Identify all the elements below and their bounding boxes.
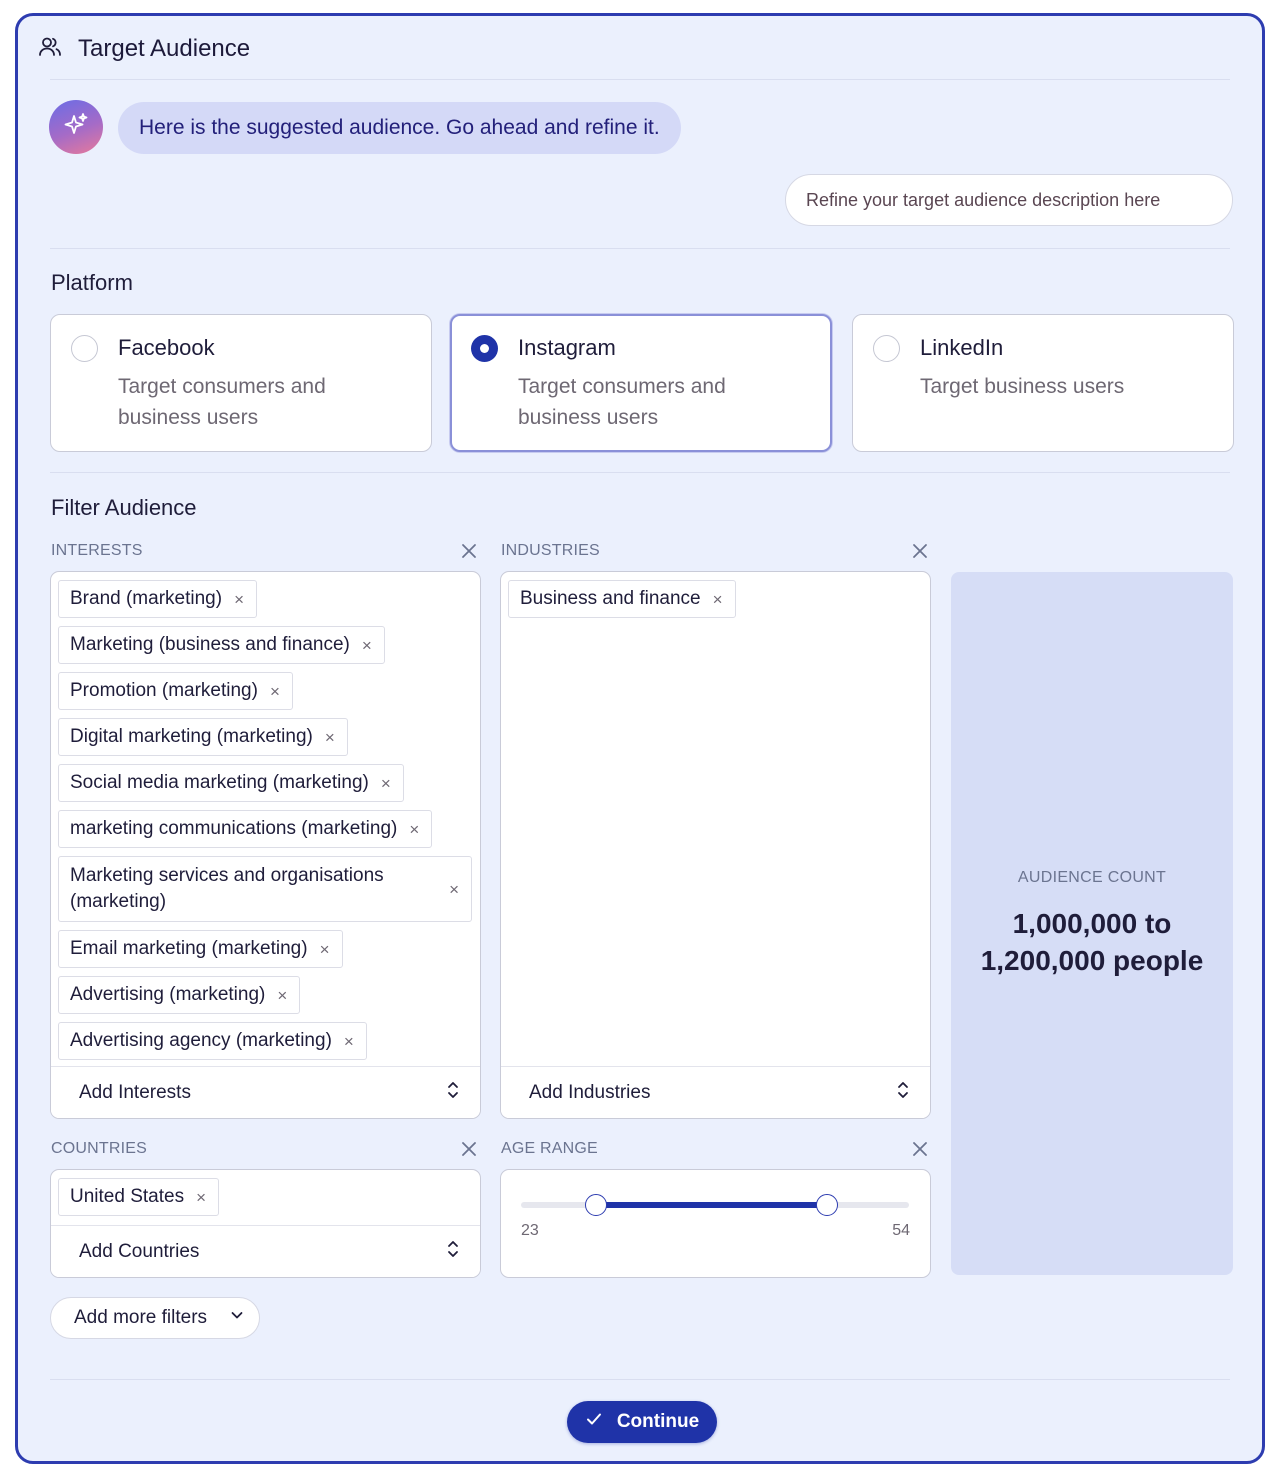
sparkle-icon xyxy=(62,111,90,144)
chevron-up-down-icon xyxy=(446,1239,460,1265)
page-title: Target Audience xyxy=(78,35,251,62)
countries-chip-list xyxy=(51,1170,480,1224)
age-range-slider[interactable] xyxy=(521,1202,909,1208)
platform-description: Target consumers and business users xyxy=(118,375,326,429)
divider xyxy=(50,472,1230,473)
age-range-fill xyxy=(596,1202,827,1208)
chevron-down-icon xyxy=(229,1307,245,1329)
interest-chip xyxy=(58,976,300,1014)
platform-title: Platform xyxy=(51,270,133,295)
remove-chip-icon[interactable]: × xyxy=(409,819,420,839)
chip-label: Digital marketing (marketing) xyxy=(70,726,313,747)
add-interests-label: Add Interests xyxy=(79,1081,191,1103)
users-icon xyxy=(38,36,62,63)
remove-chip-icon[interactable]: × xyxy=(269,681,280,701)
platform-option-linkedin[interactable] xyxy=(852,314,1234,452)
instagram-radio[interactable] xyxy=(471,335,498,362)
add-countries-select[interactable] xyxy=(51,1225,480,1277)
platform-description: Target business users xyxy=(920,375,1125,398)
assistant-message: Here is the suggested audience. Go ahead and refine it. xyxy=(118,102,681,154)
remove-chip-icon[interactable]: × xyxy=(712,589,723,609)
divider xyxy=(50,79,1230,80)
divider xyxy=(50,248,1230,249)
audience-count-label: AUDIENCE COUNT xyxy=(1017,868,1167,886)
divider xyxy=(50,1379,1230,1380)
interest-chip xyxy=(58,930,343,968)
remove-chip-icon[interactable]: × xyxy=(319,939,330,959)
interest-chip xyxy=(58,856,472,922)
countries-label: COUNTRIES xyxy=(51,1140,148,1157)
close-interests-icon[interactable] xyxy=(460,542,478,560)
target-audience-panel xyxy=(15,13,1265,1464)
interest-chip xyxy=(58,1022,367,1060)
chip-label: Marketing (business and finance) xyxy=(70,634,350,655)
interests-chip-list xyxy=(51,572,480,1068)
remove-chip-icon[interactable]: × xyxy=(234,589,244,609)
audience-count-panel xyxy=(951,572,1233,1275)
interests-label: INTERESTS xyxy=(51,542,143,559)
add-interests-select[interactable] xyxy=(51,1066,480,1118)
add-industries-select[interactable] xyxy=(501,1066,930,1118)
platform-option-instagram[interactable] xyxy=(450,314,832,452)
add-countries-label: Add Countries xyxy=(79,1240,200,1262)
industries-chip-list xyxy=(501,572,930,626)
age-max-value: 54 xyxy=(892,1222,910,1239)
interest-chip xyxy=(58,672,293,710)
chip-label: Promotion (marketing) xyxy=(70,680,258,701)
linkedin-radio[interactable] xyxy=(873,335,900,362)
interest-chip xyxy=(58,718,348,756)
audience-count-value: 1,000,000 to 1,200,000 people xyxy=(980,907,1204,976)
remove-chip-icon[interactable]: × xyxy=(449,879,459,899)
industry-chip xyxy=(508,580,736,618)
continue-button[interactable] xyxy=(567,1401,717,1443)
industries-box xyxy=(500,571,931,1119)
facebook-radio[interactable] xyxy=(71,335,98,362)
chip-label: Social media marketing (marketing) xyxy=(70,772,369,793)
chip-label: Advertising agency (marketing) xyxy=(70,1030,332,1051)
panel-header xyxy=(38,32,250,66)
close-industries-icon[interactable] xyxy=(911,542,929,560)
chip-label: Advertising (marketing) xyxy=(70,984,266,1005)
check-icon xyxy=(585,1410,617,1434)
chip-label: Business and finance xyxy=(520,588,701,609)
remove-chip-icon[interactable]: × xyxy=(324,727,335,747)
interest-chip xyxy=(58,810,432,848)
assistant-avatar xyxy=(49,100,103,154)
remove-chip-icon[interactable]: × xyxy=(196,1187,207,1207)
countries-box xyxy=(50,1169,481,1278)
interests-box xyxy=(50,571,481,1119)
remove-chip-icon[interactable]: × xyxy=(361,635,372,655)
chevron-up-down-icon xyxy=(446,1080,460,1106)
industries-label: INDUSTRIES xyxy=(501,542,600,559)
chip-label: Marketing services and organisations (marketing) xyxy=(70,865,384,912)
platform-description: Target consumers and business users xyxy=(518,375,726,429)
continue-label: Continue xyxy=(616,1411,700,1432)
close-age-range-icon[interactable] xyxy=(911,1140,929,1158)
interest-chip xyxy=(58,626,385,664)
age-range-label: AGE RANGE xyxy=(501,1140,598,1157)
remove-chip-icon[interactable]: × xyxy=(343,1031,354,1051)
close-countries-icon[interactable] xyxy=(460,1140,478,1158)
add-more-filters-label: Add more filters xyxy=(74,1307,208,1328)
age-range-box xyxy=(500,1169,931,1278)
age-min-value: 23 xyxy=(521,1222,539,1239)
chip-label: United States xyxy=(70,1186,185,1207)
remove-chip-icon[interactable]: × xyxy=(277,985,288,1005)
filter-audience-title: Filter Audience xyxy=(51,495,197,520)
remove-chip-icon[interactable]: × xyxy=(380,773,391,793)
country-chip xyxy=(58,1178,219,1216)
add-industries-label: Add Industries xyxy=(529,1081,651,1103)
add-more-filters-button[interactable] xyxy=(50,1297,260,1339)
platform-name: LinkedIn xyxy=(920,335,1004,360)
chip-label: Brand (marketing) xyxy=(70,588,223,609)
chevron-up-down-icon xyxy=(896,1080,910,1106)
age-min-handle[interactable] xyxy=(585,1194,607,1216)
chip-label: marketing communications (marketing) xyxy=(70,818,398,839)
platform-name: Facebook xyxy=(118,335,215,360)
chip-label: Email marketing (marketing) xyxy=(70,938,308,959)
refine-audience-input[interactable] xyxy=(785,174,1233,226)
age-max-handle[interactable] xyxy=(816,1194,838,1216)
platform-option-facebook[interactable] xyxy=(50,314,432,452)
interest-chip xyxy=(58,580,257,618)
platform-name: Instagram xyxy=(518,335,616,360)
interest-chip xyxy=(58,764,404,802)
